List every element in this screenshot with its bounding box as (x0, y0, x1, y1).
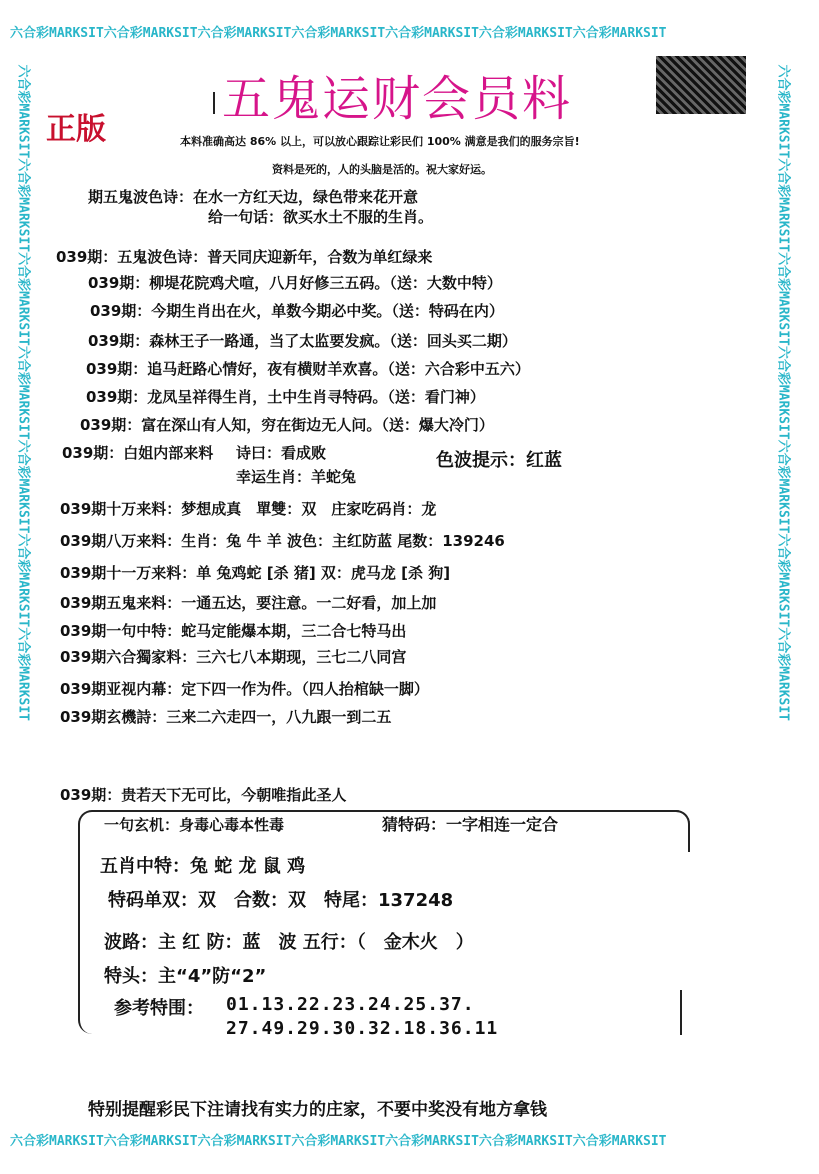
ref-row-1: 01.13.22.23.24.25.37. (226, 994, 475, 1015)
info-line: 039期亚视内幕：定下四一作为件。（四人抬棺缺一脚） (60, 680, 429, 698)
riddle-line: 一句玄机：身毒心毒本性毒 (104, 816, 285, 834)
title-divider (213, 92, 215, 114)
watermark-top: 六合彩MARKSIT六合彩MARKSIT六合彩MARKSIT六合彩MARKSIT六合彩MARKSIT六合彩MARKSIT六合彩MARKSIT (10, 26, 667, 41)
info-line: 039期十万来料：梦想成真 單雙：双 庄家吃码肖：龙 (60, 500, 437, 518)
insider-poem: 诗曰：看成败 (236, 444, 327, 462)
prediction-box-corner (668, 810, 690, 852)
info-line: 039期六合獨家料：三六七八本期现，三七二八同宫 (60, 648, 407, 666)
entry-line: 039期：追马赶路心情好，夜有横财羊欢喜。（送：六合彩中五六） (86, 360, 530, 378)
insider-lucky: 幸运生肖：羊蛇兔 (236, 468, 357, 486)
ref-label: 参考特围： (114, 998, 204, 1019)
intro-line-1: 期五鬼波色诗：在水一方红天边，绿色带来花开意 (88, 188, 419, 206)
info-line: 039期一句中特：蛇马定能爆本期，三二合七特马出 (60, 622, 407, 640)
qr-code-image (656, 56, 746, 114)
entry-line: 039期：富在深山有人知，穷在街边无人问。（送：爆大冷门） (80, 416, 494, 434)
info-line: 039期八万来料：生肖：兔 牛 羊 波色：主红防蓝 尾数：139246 (60, 532, 505, 550)
insider-label: 039期：白姐内部来料 (62, 444, 214, 462)
insider-color-hint: 色波提示：红蓝 (436, 450, 562, 471)
five-zodiac-line: 五肖中特：兔 蛇 龙 鼠 鸡 (100, 856, 306, 877)
entry-line: 039期：五鬼波色诗：普天同庆迎新年，合数为单红绿来 (56, 248, 433, 266)
watermark-left: 六合彩MARKSIT六合彩MARKSIT六合彩MARKSIT六合彩MARKSIT六合彩MARKSIT六合彩MARKSIT六合彩MARKSIT (15, 64, 31, 722)
entry-line: 039期：今期生肖出在火，单数今期必中奖。（送：特码在内） (90, 302, 504, 320)
prediction-box-edge (680, 990, 682, 1035)
intro-line-2: 给一句话：欲买水土不服的生肖。 (208, 208, 434, 226)
footer-warning: 特别提醒彩民下注请找有实力的庄家，不要中奖没有地方拿钱 (88, 1100, 547, 1120)
entry-line: 039期：森林王子一路通，当了太监要发疯。（送：回头买二期） (88, 332, 517, 350)
wave-line: 波路：主 红 防：蓝 波 五行：（ 金木火 ） (104, 932, 474, 953)
poem-line: 039期：贵若天下无可比，今朝唯指此圣人 (60, 786, 347, 804)
guess-line: 猜特码：一字相连一定合 (382, 815, 559, 834)
info-line: 039期玄機詩：三来二六走四一，八九跟一到二五 (60, 708, 392, 726)
entry-line: 039期：柳堤花院鸡犬喧，八月好修三五码。（送：大数中特） (88, 274, 502, 292)
slogan-line-2: 资料是死的，人的头脑是活的。祝大家好运。 (272, 163, 492, 176)
slogan-line-1: 本料准确高达 86% 以上，可以放心跟踪让彩民们 100% 满意是我们的服务宗旨! (180, 135, 580, 148)
info-line: 039期十一万来料：单 兔鸡蛇 [杀 猪] 双：虎马龙 [杀 狗] (60, 564, 451, 582)
info-line: 039期五鬼来料：一通五达，要注意。一二好看，加上加 (60, 594, 437, 612)
entry-line: 039期：龙凤呈祥得生肖，土中生肖寻特码。（送：看门神） (86, 388, 485, 406)
watermark-right: 六合彩MARKSIT六合彩MARKSIT六合彩MARKSIT六合彩MARKSIT六合彩MARKSIT六合彩MARKSIT六合彩MARKSIT (775, 64, 791, 722)
odd-even-line: 特码单双：双 合数：双 特尾：137248 (108, 890, 454, 911)
ref-row-2: 27.49.29.30.32.18.36.11 (226, 1018, 499, 1039)
page-title: 五鬼运财会员料 (222, 71, 573, 127)
edition-label: 正版 (46, 112, 106, 147)
watermark-bottom: 六合彩MARKSIT六合彩MARKSIT六合彩MARKSIT六合彩MARKSIT六合彩MARKSIT六合彩MARKSIT六合彩MARKSIT (10, 1134, 667, 1149)
head-line: 特头：主“4”防“2” (104, 966, 267, 987)
